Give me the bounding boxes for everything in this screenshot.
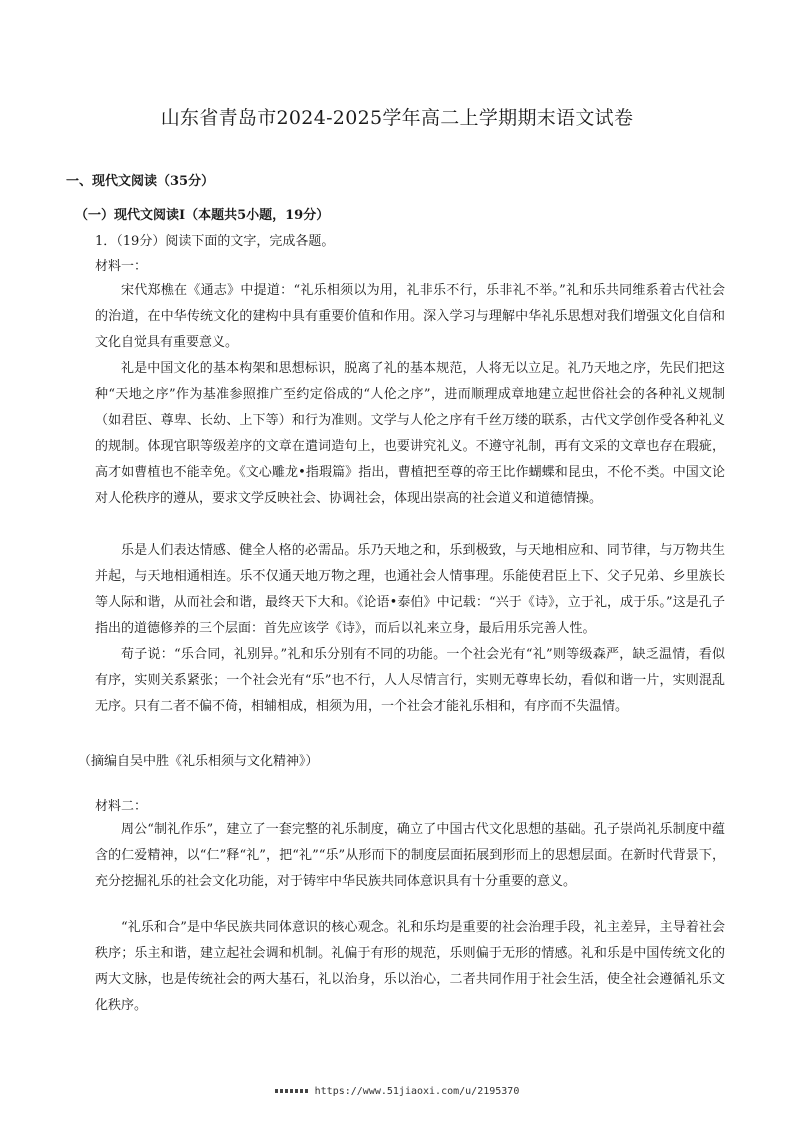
question-prompt: 1．（19分）阅读下面的文字，完成各题。 bbox=[95, 234, 335, 249]
material-two-paragraph: 周公“制礼作乐”，建立了一套完整的礼乐制度，确立了中国古代文化思想的基础。孔子崇尚礼乐制度中蕴含的仁爱精神，以“仁”释“礼”，把“礼”“乐”从形而下的制度层面拓展到形而上的思想层面。在新时代背景下，充分挖掘礼乐的社会文化功能，对于铸牢中华民族共同体意识具有十分重要的意义。 bbox=[95, 822, 725, 889]
footer-url[interactable]: https://www.51jiaoxi.com/u/2195370 bbox=[314, 1086, 520, 1097]
material-two-paragraph: “礼乐和合”是中华民族共同体意识的核心观念。礼和乐均是重要的社会治理手段，礼主差异，主导着社会秩序；乐主和谐，建立起社会调和机制。礼偏于有形的规范，乐则偏于无形的情感。礼和乐是中国传统文化的两大文脉，也是传统社会的两大基石，礼以治身，乐以治心，二者共同作用于社会生活，使全社会遵循礼乐文化秩序。 bbox=[95, 920, 725, 1013]
material-one-paragraph: 礼是中国文化的基本构架和思想标识，脱离了礼的基本规范，人将无以立足。礼乃天地之序，先民们把这种“天地之序”作为基准参照推广至约定俗成的“人伦之序”，进而顺理成章地建立起世俗社会的各种礼义规制（如君臣、尊卑、长幼、上下等）和行为准则。文学与人伦之序有千丝万缕的联系，古代文学创作受各种礼义的规制。体现官职等级差序的文章在遣词造句上，也要讲究礼义。不遵守礼制，再有文采的文章也存在瑕疵，高才如曹植也不能幸免。《文心雕龙•指瑕篇》指出，曹植把至尊的帝王比作蝴蝶和昆虫，不伦不类。中国文论对人伦秩序的遵从，要求文学反映社会、协调社会，体现出崇高的社会道义和道德情操。 bbox=[95, 361, 725, 506]
watermark-logo-icon bbox=[275, 1089, 309, 1093]
material-one-paragraph: 宋代郑樵在《通志》中提道：“礼乐相须以为用，礼非乐不行，乐非礼不举。”礼和乐共同维系着古代社会的治道，在中华传统文化的建构中具有重要价值和作用。深入学习与理解中华礼乐思想对我们增强文化自信和文化自觉具有重要意义。 bbox=[95, 283, 725, 350]
material-one-source: （摘编自吴中胜《礼乐相须与文化精神》） bbox=[78, 754, 319, 769]
material-one-paragraph: 乐是人们表达情感、健全人格的必需品。乐乃天地之和，乐到极致，与天地相应和、同节律，与万物共生并起，与天地相通相连。乐不仅通天地万物之理，也通社会人情事理。乐能使君臣上下、父子兄弟、乡里族长等人际和谐，从而社会和谐，最终天下大和。《论语•泰伯》中记载：“兴于《诗》，立于礼，成于乐。”这是孔子指出的道德修养的三个层面：首先应该学《诗》，而后以礼来立身，最后用乐完善人性。 bbox=[95, 543, 725, 636]
material-one-label: 材料一： bbox=[95, 259, 148, 274]
material-two-label: 材料二： bbox=[95, 799, 148, 814]
page-footer bbox=[0, 1086, 794, 1097]
section-heading: 一、现代文阅读（35分） bbox=[66, 174, 215, 189]
exam-title: 山东省青岛市2024-2025学年高二上学期期末语文试卷 bbox=[160, 107, 634, 129]
material-one-paragraph: 荀子说：“乐合同，礼别异。”礼和乐分别有不同的功能。一个社会光有“礼”则等级森严，缺乏温情，看似有序，实则关系紧张；一个社会光有“乐”也不行，人人尽情言行，实则无尊卑长幼，看似和谐一片，实则混乱无序。只有二者不偏不倚，相辅相成，相须为用，一个社会才能礼乐相和，有序而不失温情。 bbox=[95, 647, 725, 714]
subsection-heading: （一）现代文阅读Ⅰ（本题共5小题，19分） bbox=[75, 208, 330, 223]
